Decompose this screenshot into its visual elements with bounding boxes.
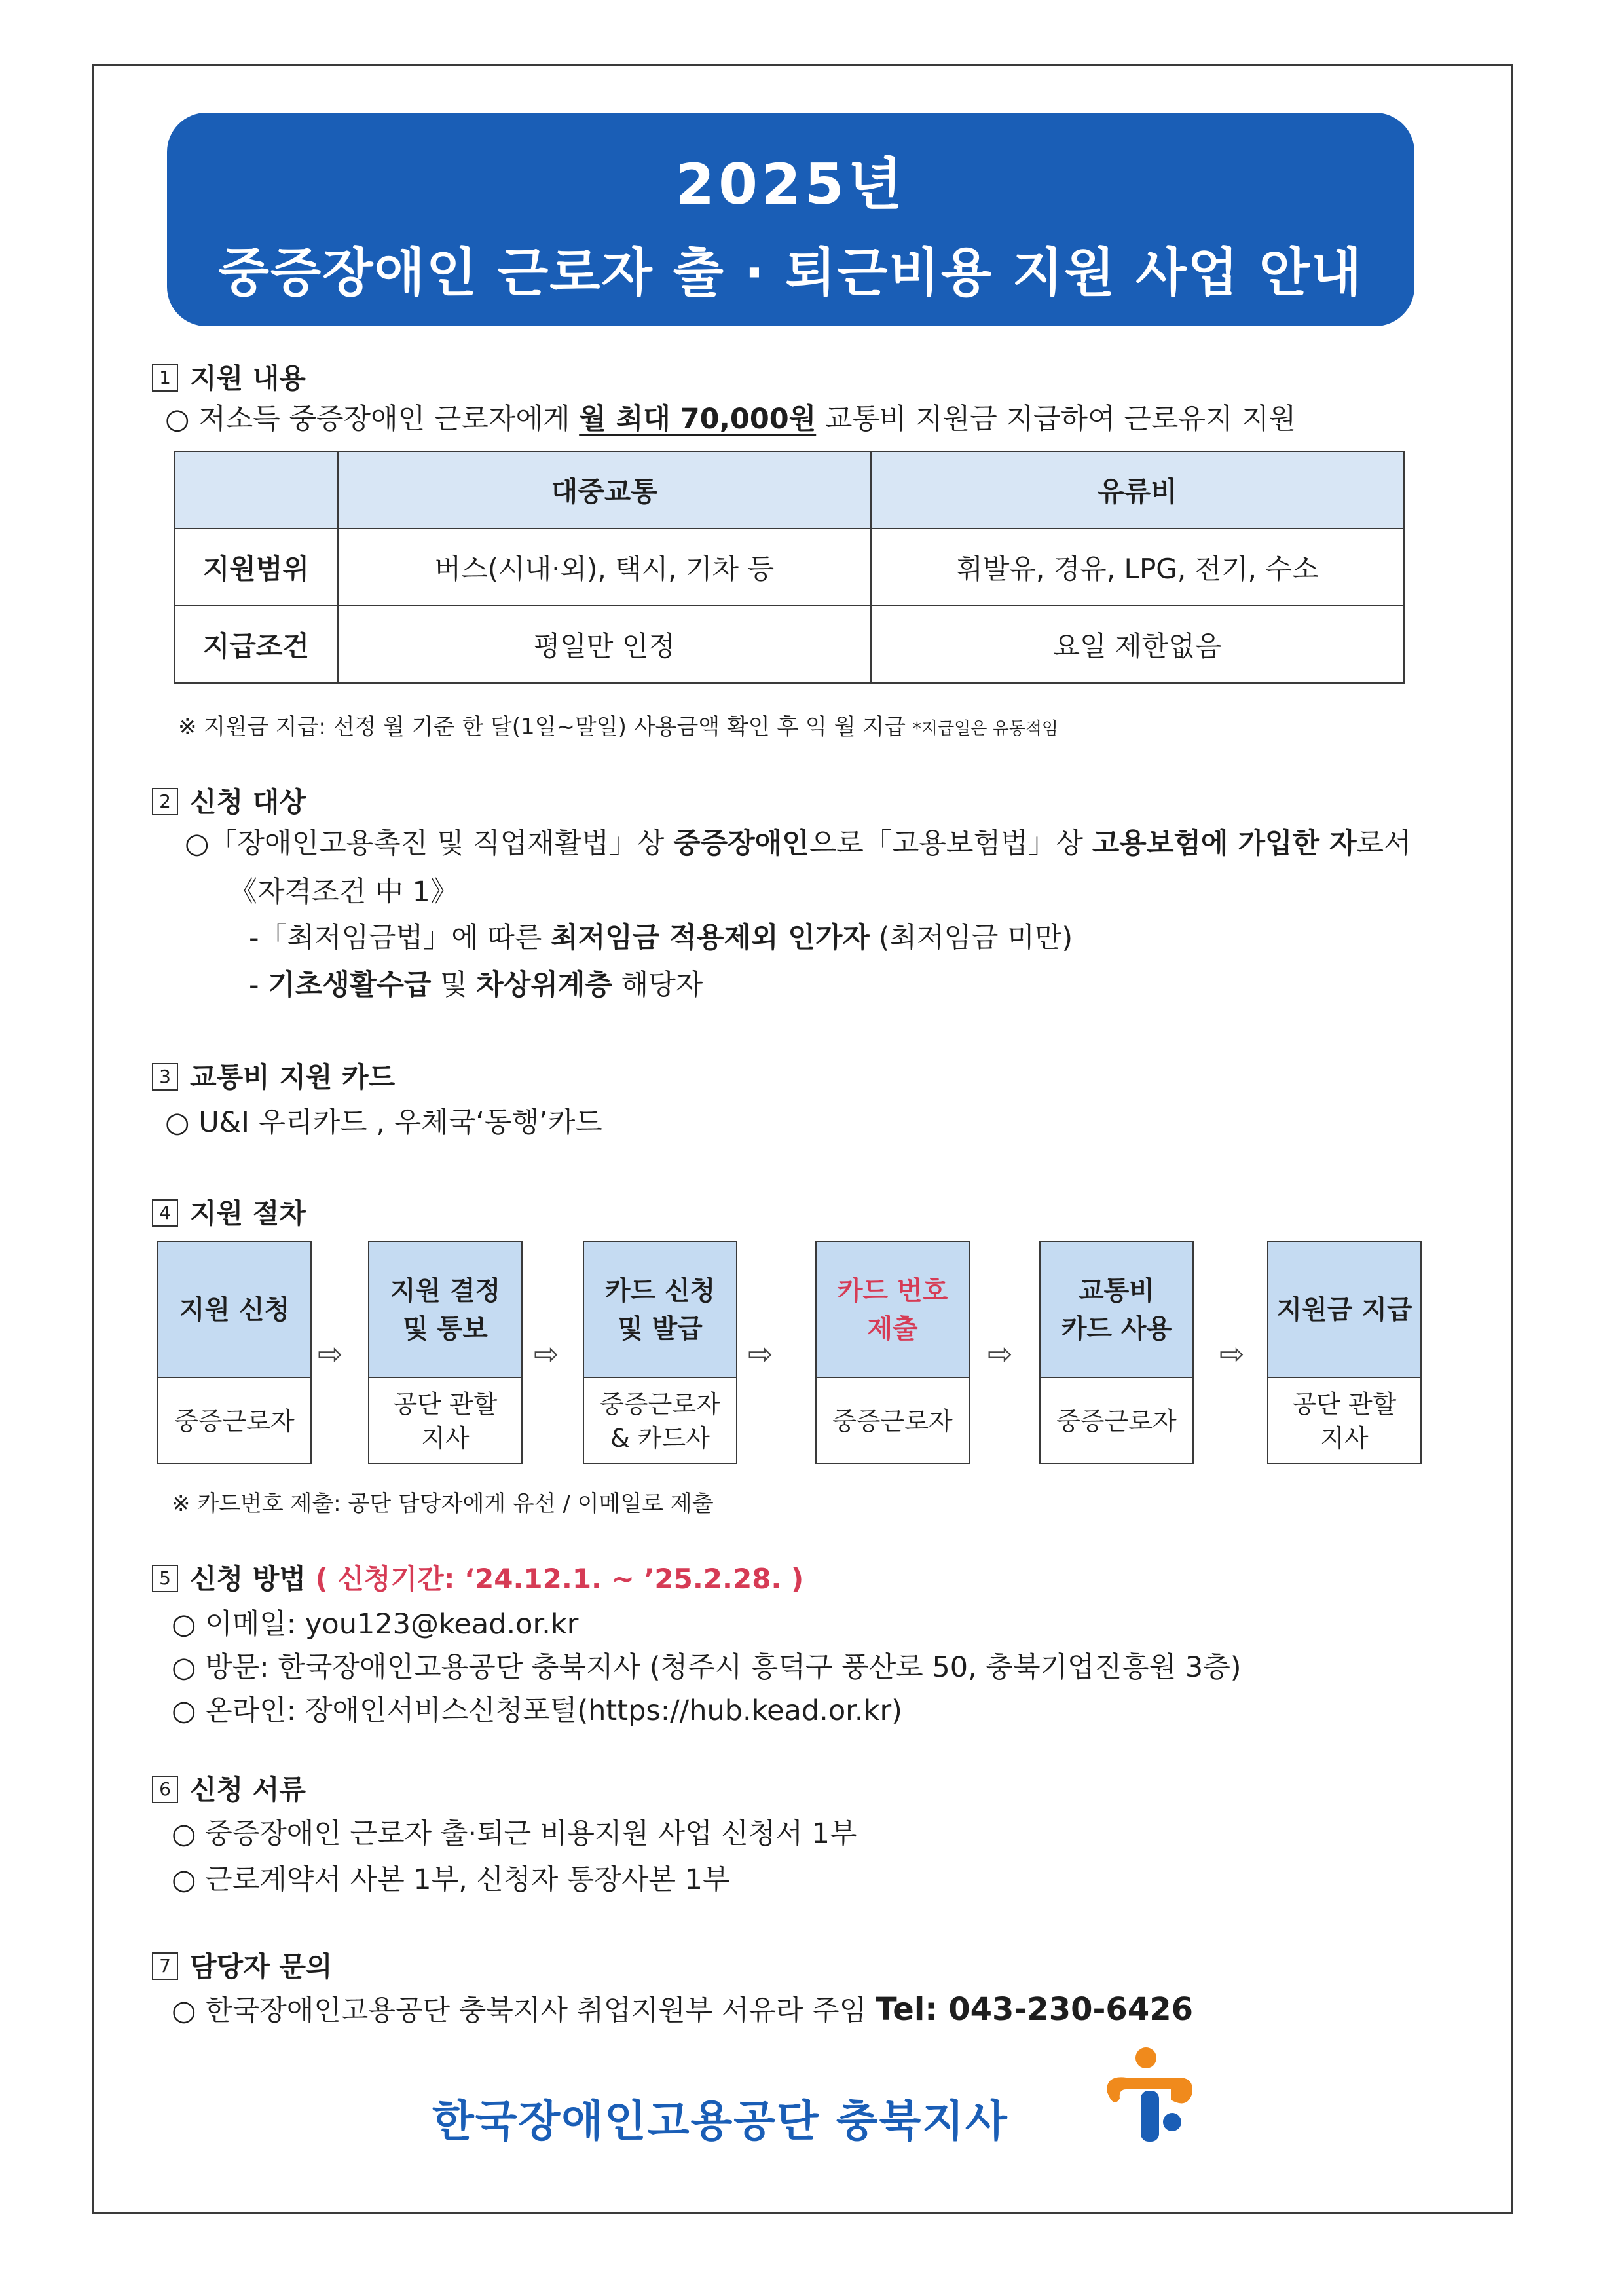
org-logo-icon <box>1100 2043 1198 2148</box>
s2-text: 및 <box>431 969 477 1001</box>
section-title: 지원 내용 <box>190 362 306 394</box>
step-title: 지원 신청 <box>158 1242 310 1378</box>
step-actor: 공단 관할 지사 <box>1292 1389 1397 1453</box>
s2-text: 해당자 <box>612 969 703 1001</box>
table-cell: 휘발유, 경유, LPG, 전기, 수소 <box>871 529 1404 606</box>
process-step <box>1267 1241 1422 1464</box>
s1-note <box>178 709 1058 741</box>
section-2-heading <box>152 781 306 820</box>
section-title: 신청 방법 <box>190 1563 306 1595</box>
s7-contact <box>172 1988 1193 2028</box>
section-1-heading <box>152 357 306 396</box>
table-row-header: 지원범위 <box>174 529 338 606</box>
banner-year: 2025년 <box>675 152 906 217</box>
s2-text: 으로「고용보험법」상 <box>809 827 1092 860</box>
s2-bold: 최저임금 적용제외 인가자 <box>551 922 870 954</box>
s2-bold: 고용보험에 가입한 자 <box>1092 827 1357 860</box>
section-title: 교통비 지원 카드 <box>190 1061 396 1093</box>
arrow-right-icon: ⇨ <box>534 1336 559 1371</box>
table-cell: 평일만 인정 <box>338 606 871 683</box>
s2-bold: 기초생활수급 <box>268 969 432 1001</box>
table-row-header: 지급조건 <box>174 606 338 683</box>
section-7-heading <box>152 1945 332 1985</box>
application-period: ( 신청기간: ‘24.12.1. ~ ’25.2.28. ) <box>315 1563 804 1595</box>
step-actor: 중증근로자 <box>174 1406 295 1436</box>
title-banner <box>167 113 1414 326</box>
section-number: 6 <box>152 1776 178 1803</box>
process-step <box>815 1241 970 1464</box>
table-row <box>174 529 1404 606</box>
table-row <box>174 606 1404 683</box>
s1-bullet-post: 교통비 지원금 지급하여 근로유지 지원 <box>816 403 1297 436</box>
s1-bullet-pre: ○ 저소득 중증장애인 근로자에게 <box>165 403 580 436</box>
contact-phone: Tel: 043-230-6426 <box>875 1991 1194 2028</box>
footer-org-name: 한국장애인고용공단 충북지사 <box>432 2096 1008 2146</box>
process-step <box>583 1241 737 1464</box>
s2-item-1 <box>249 916 1073 956</box>
support-table <box>174 451 1405 684</box>
step-title: 교통비 카드 사용 <box>1041 1242 1192 1378</box>
section-3-heading <box>152 1056 395 1095</box>
step-actor: 중증근로자 <box>832 1406 953 1436</box>
table-header-row <box>174 451 1404 529</box>
section-title: 담당자 문의 <box>190 1950 333 1983</box>
s1-note-small: *지급일은 유동적임 <box>912 719 1059 739</box>
process-step <box>368 1241 523 1464</box>
s5-item: ○ 방문: 한국장애인고용공단 충북지사 (청주시 흥덕구 풍산로 50, 충북기업진흥원 3층) <box>172 1651 1242 1684</box>
step-actor: 중증근로자 & 카드사 <box>600 1389 720 1453</box>
table-cell: 요일 제한없음 <box>871 606 1404 683</box>
s2-text: 로서 <box>1356 827 1411 860</box>
s2-bullet <box>185 821 1411 861</box>
section-number: 5 <box>152 1565 178 1592</box>
contact-text: ○ 한국장애인고용공단 충북지사 취업지원부 서유라 주임 <box>172 1994 876 2027</box>
arrow-right-icon: ⇨ <box>987 1336 1013 1371</box>
s2-text: ○「장애인고용촉진 및 직업재활법」상 <box>185 827 674 860</box>
arrow-right-icon: ⇨ <box>318 1336 343 1371</box>
section-number: 3 <box>152 1063 178 1091</box>
section-5-heading <box>152 1558 803 1597</box>
process-step <box>157 1241 312 1464</box>
section-number: 7 <box>152 1952 178 1980</box>
arrow-right-icon: ⇨ <box>748 1336 773 1371</box>
section-number: 2 <box>152 788 178 815</box>
table-cell: 버스(시내·외), 택시, 기차 등 <box>338 529 871 606</box>
section-title: 지원 절차 <box>190 1197 306 1229</box>
s2-text: (최저임금 미만) <box>870 922 1073 954</box>
section-title: 신청 대상 <box>190 786 306 818</box>
s2-text: -「최저임금법」에 따른 <box>249 922 551 954</box>
section-number: 4 <box>152 1199 178 1227</box>
banner-title: 중증장애인 근로자 출 · 퇴근비용 지원 사업 안내 <box>218 242 1363 303</box>
table-header-cell <box>174 451 338 529</box>
s1-bullet <box>165 397 1296 437</box>
section-number: 1 <box>152 364 178 392</box>
s6-item: ○ 중증장애인 근로자 출·퇴근 비용지원 사업 신청서 1부 <box>172 1818 857 1850</box>
section-title: 신청 서류 <box>190 1774 306 1806</box>
s1-bullet-amount: 월 최대 70,000원 <box>579 403 817 436</box>
section-6-heading <box>152 1768 306 1808</box>
step-title: 지원 결정 및 통보 <box>369 1242 521 1378</box>
s2-bold: 차상위계층 <box>476 969 612 1001</box>
s2-bold: 중증장애인 <box>673 827 809 860</box>
s3-bullet: ○ U&I 우리카드 , 우체국‘동행’카드 <box>165 1106 602 1139</box>
step-title: 카드 신청 및 발급 <box>584 1242 736 1378</box>
s2-text: - <box>249 969 268 1001</box>
s2-item-2 <box>249 963 703 1003</box>
section-4-heading <box>152 1192 306 1231</box>
process-step <box>1039 1241 1194 1464</box>
step-actor: 중증근로자 <box>1056 1406 1177 1436</box>
step-title: 지원금 지급 <box>1268 1242 1420 1378</box>
s5-item: ○ 이메일: you123@kead.or.kr <box>172 1608 579 1641</box>
s4-note: ※ 카드번호 제출: 공단 담당자에게 유선 / 이메일로 제출 <box>172 1491 714 1517</box>
step-title: 카드 번호 제출 <box>817 1242 969 1378</box>
step-actor: 공단 관할 지사 <box>393 1389 498 1453</box>
s5-item: ○ 온라인: 장애인서비스신청포털(https://hub.kead.or.kr) <box>172 1694 902 1727</box>
table-header-cell: 대중교통 <box>338 451 871 529</box>
s2-condition: 《자격조건 中 1》 <box>229 876 458 908</box>
table-header-cell: 유류비 <box>871 451 1404 529</box>
s6-item: ○ 근로계약서 사본 1부, 신청자 통장사본 1부 <box>172 1863 730 1896</box>
s1-note-text: ※ 지원금 지급: 선정 월 기준 한 달(1일~말일) 사용금액 확인 후 익 월 지급 <box>178 714 906 740</box>
arrow-right-icon: ⇨ <box>1219 1336 1245 1371</box>
